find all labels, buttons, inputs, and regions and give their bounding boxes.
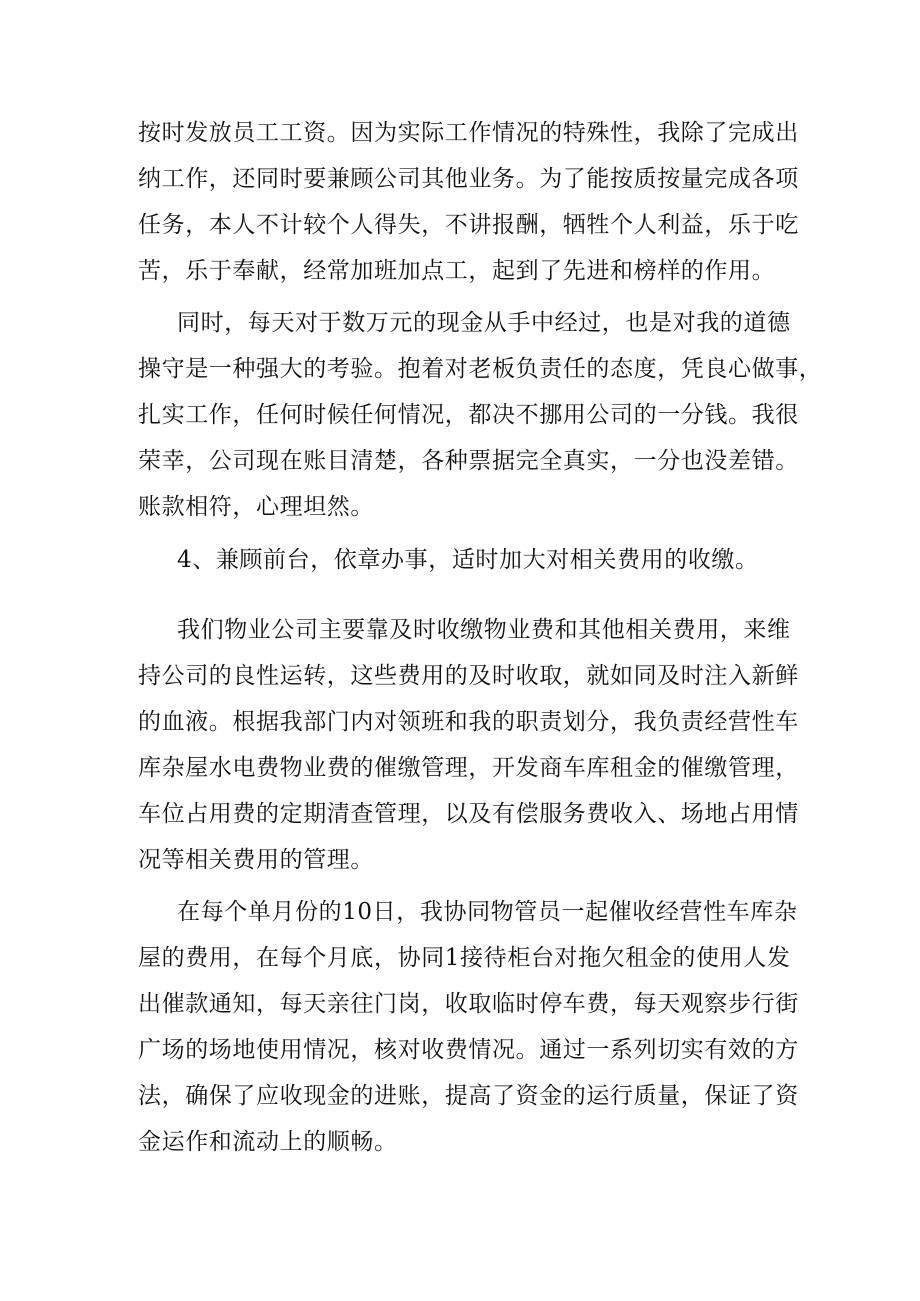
section-heading: 4、兼顾前台，依章办事，适时加大对相关费用的收缴。 <box>177 547 759 573</box>
text-line: 操守是一种强大的考验。抱着对老板负责任的态度，凭良心做事， <box>138 356 823 382</box>
text-line: 出催款通知，每天亲往门岗，收取临时停车费，每天观察步行街 <box>138 991 799 1017</box>
text-line: 的血液。根据我部门内对领班和我的职责划分，我负责经营性车 <box>138 709 799 735</box>
text-line: 法，确保了应收现金的进账，提高了资金的运行质量，保证了资 <box>138 1083 799 1109</box>
text-line: 车位占用费的定期清查管理，以及有偿服务费收入、场地占用情 <box>138 801 799 827</box>
text-line: 荣幸，公司现在账目清楚，各种票据完全真实，一分也没差错。 <box>138 448 799 474</box>
text-line: 广场的场地使用情况，核对收费情况。通过一系列切实有效的方 <box>138 1037 799 1063</box>
text-line: 账款相符，心理坦然。 <box>138 494 374 520</box>
text-line: 纳工作，还同时要兼顾公司其他业务。为了能按质按量完成各项 <box>138 166 799 192</box>
text-line: 我们物业公司主要靠及时收缴物业费和其他相关费用，来维 <box>177 617 791 643</box>
text-line: 任务，本人不计较个人得失，不讲报酬，牺牲个人利益，乐于吃 <box>138 212 799 238</box>
text-line: 屋的费用，在每个月底，协同1接待柜台对拖欠租金的使用人发 <box>138 945 791 971</box>
text-line: 扎实工作，任何时候任何情况，都决不挪用公司的一分钱。我很 <box>138 402 799 428</box>
text-line: 持公司的良性运转，这些费用的及时收取，就如同及时注入新鲜 <box>138 663 799 689</box>
text-line: 库杂屋水电费物业费的催缴管理，开发商车库租金的催缴管理， <box>138 755 799 781</box>
text-line: 况等相关费用的管理。 <box>138 847 374 873</box>
text-line: 苦，乐于奉献，经常加班加点工，起到了先进和榜样的作用。 <box>138 258 776 284</box>
text-line: 金运作和流动上的顺畅。 <box>138 1129 398 1155</box>
text-line: 在每个单月份的10日，我协同物管员一起催收经营性车库杂 <box>177 899 798 925</box>
text-line: 按时发放员工工资。因为实际工作情况的特殊性，我除了完成出 <box>138 120 799 146</box>
text-line: 同时，每天对于数万元的现金从手中经过，也是对我的道德 <box>177 310 791 336</box>
